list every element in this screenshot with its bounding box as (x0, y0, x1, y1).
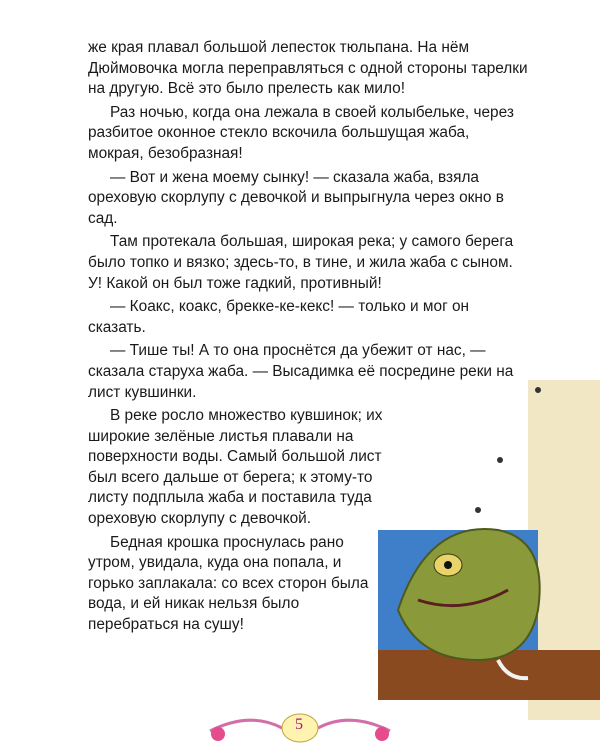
paragraph: Бедная крошка проснулась рано утром, увидала, куда она попала, и горько заплакала: со всех сторон была вода, и ей никак нельзя было перебраться на сушу! (88, 533, 369, 634)
paragraph: — Вот и жена моему сынку! — сказала жаба, взяла ореховую скорлупу с девочкой и выпрыгнула через окно в сад. (88, 168, 504, 227)
bee-icon (475, 507, 481, 513)
paragraph: — Тише ты! А то она проснётся да убежит от нас, — сказала старуха жаба. — Высадимка её посредине реки на лист кувшинки. (88, 342, 514, 401)
paragraph: же края плавал большой лепесток тюльпана. На нём Дюймовочка могла переправляться с одной стороны тарелки на другую. Всё это было прелесть как мило! (88, 39, 528, 98)
bee-icon (535, 387, 541, 393)
paragraph: — Коакс, коакс, брекке-ке-кекс! — только и мог он сказать. (88, 298, 470, 336)
paragraph: Раз ночью, когда она лежала в своей колыбельке, через разбитое оконное стекло вскочила большущая жаба, мокрая, безобразная! (88, 103, 514, 162)
bee-icon (497, 457, 503, 463)
toad-illustration (378, 360, 600, 720)
paragraph: В реке росло множество кувшинок; их широкие зелёные листья плавали на поверхности воды. Самый большой лист был всего дальше от берега; к этому-то листу подплыла жаба и поставила туда ореховую скорлупу с девочкой. (88, 407, 383, 528)
paragraph: Там протекала большая, широкая река; у самого берега было топко и вязко; здесь-то, в тине, и жила жаба с сыном. У! Какой он был тоже гадкий, противный! (88, 233, 514, 292)
page-number: 5 (295, 716, 303, 733)
